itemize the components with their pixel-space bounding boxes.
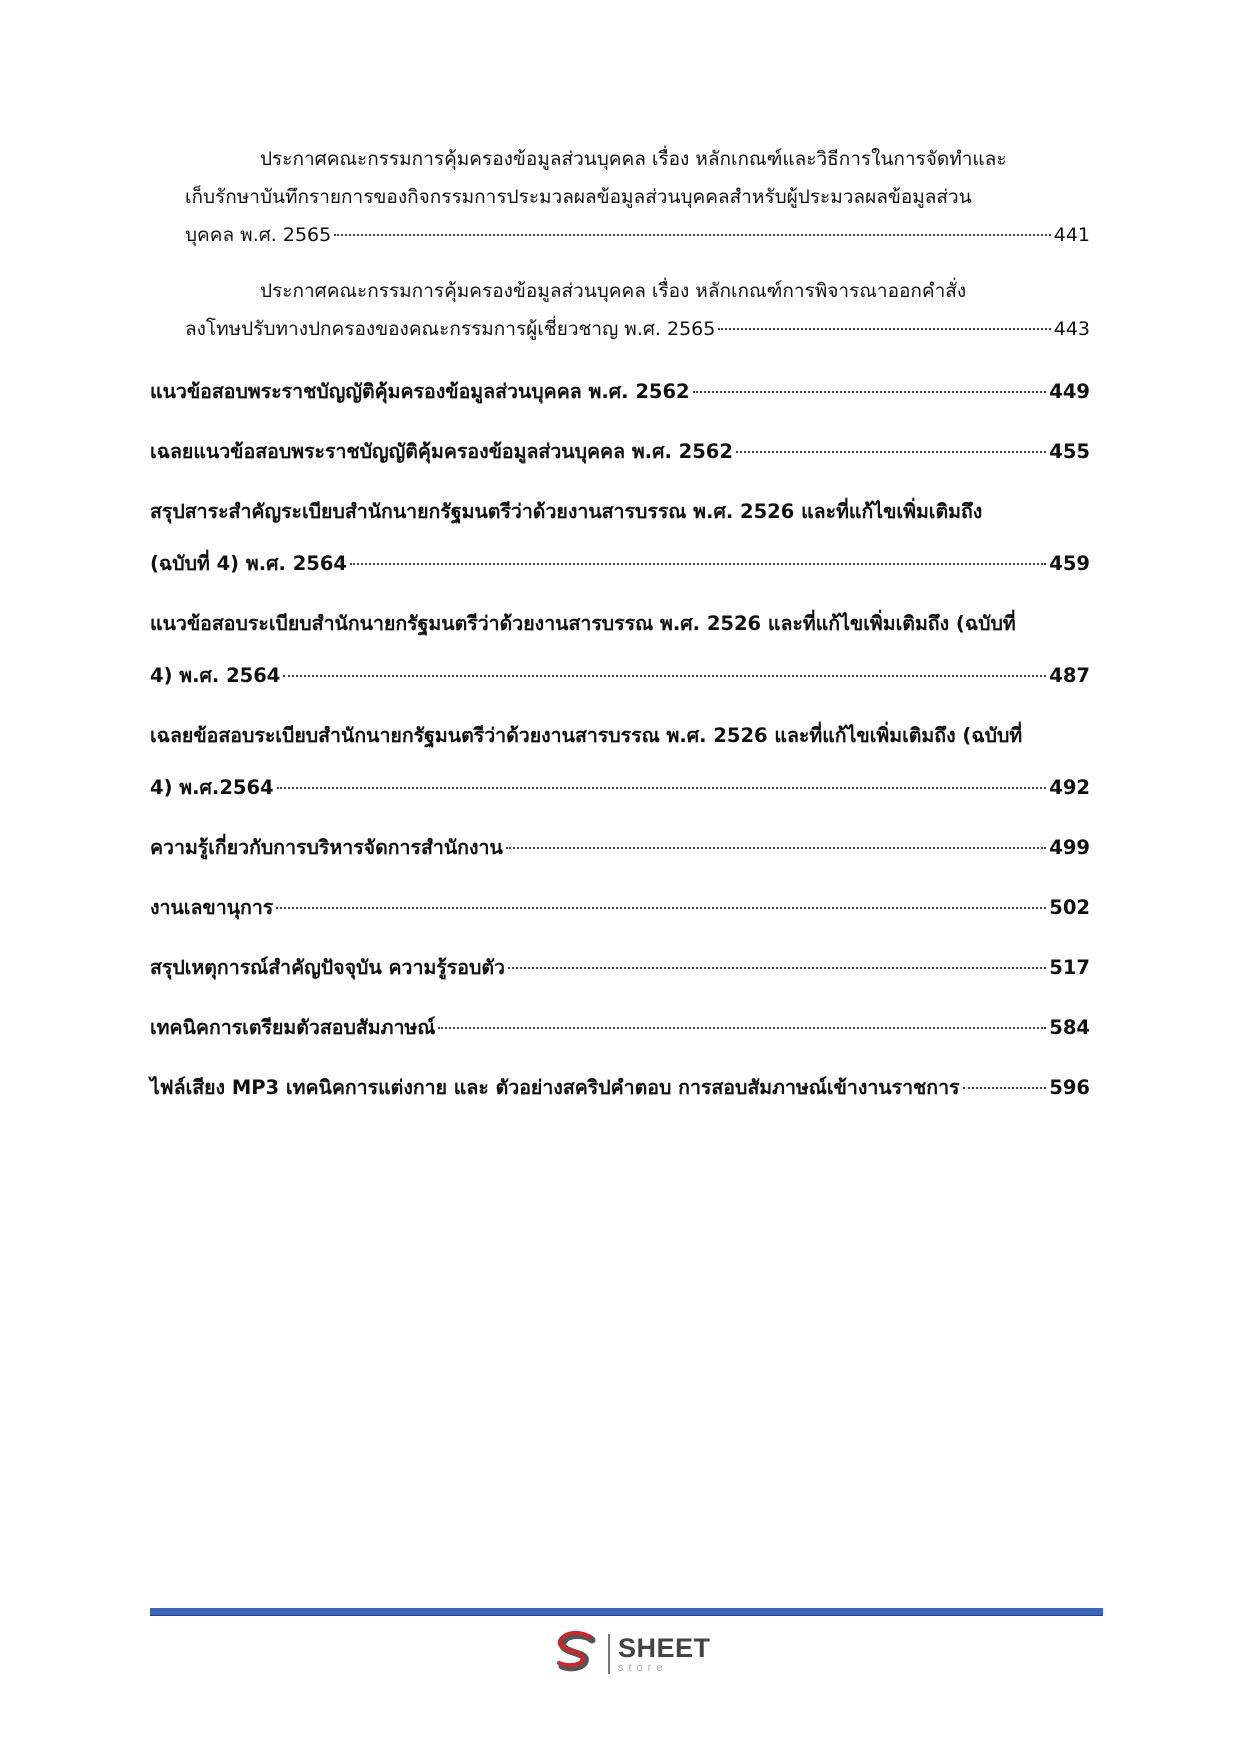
sheet-store-logo-icon [552,1630,602,1678]
toc-entry-last-line [150,822,1090,874]
toc-page-number: 459 [1049,552,1090,575]
toc-entry-last-line [150,216,1090,254]
toc-entry[interactable] [150,882,1090,934]
toc-entry-title-line: สรุปสาระสำคัญระเบียบสำนักนายกรัฐมนตรีว่าด้วยงานสารบรรณ พ.ศ. 2526 และที่แก้ไขเพิ่มเติมถึง [150,500,983,523]
leader-dots [693,391,1047,393]
logo-subword: store [618,1661,668,1674]
toc-entry[interactable] [150,486,1090,590]
toc-page-number: 487 [1049,664,1090,687]
toc-entry-last-line [150,1062,1090,1114]
toc-entry-title-end: 4) พ.ศ.2564 [150,776,274,799]
toc-page-number: 502 [1049,896,1090,919]
toc-page-number: 443 [1053,318,1090,340]
toc-entry-title: งานเลขานุการ [150,896,274,919]
toc-entry-title-end: (ฉบับที่ 4) พ.ศ. 2564 [150,552,347,575]
toc-entry-last-line [150,366,1090,418]
toc-page-number: 596 [1049,1076,1090,1099]
toc-entry-title-line: เก็บรักษาบันทึกรายการของกิจกรรมการประมวลผลข้อมูลส่วนบุคคลสำหรับผู้ประมวลผลข้อมูลส่วน [185,186,972,208]
toc-entry-title-end: 4) พ.ศ. 2564 [150,664,281,687]
toc-entry-last-line [150,882,1090,934]
toc-entry-title-end: บุคคล พ.ศ. 2565 [185,224,332,246]
toc-entry-last-line [150,650,1090,702]
toc-entry-title: ไฟล์เสียง MP3 เทคนิคการแต่งกาย และ ตัวอย่างสคริปคำตอบ การสอบสัมภาษณ์เข้างานราชการ [150,1076,960,1099]
toc-entry-title: เทคนิคการเตรียมตัวสอบสัมภาษณ์ [150,1016,436,1039]
logo-text [618,1632,711,1674]
logo-separator [608,1634,610,1674]
toc-entry-title-end: ลงโทษปรับทางปกครองของคณะกรรมการผู้เชี่ยวชาญ พ.ศ. 2565 [185,318,716,340]
leader-dots [350,563,1046,565]
toc-entry-last-line [150,762,1090,814]
toc-entry-title-line: เฉลยข้อสอบระเบียบสำนักนายกรัฐมนตรีว่าด้วยงานสารบรรณ พ.ศ. 2526 และที่แก้ไขเพิ่มเติมถึง (ฉบับที่ [150,724,1023,747]
toc-entry-last-line [150,1002,1090,1054]
toc-entry-last-line [150,942,1090,994]
toc-page-number: 441 [1053,224,1090,246]
toc-entry-title-line: ประกาศคณะกรรมการคุ้มครองข้อมูลส่วนบุคคล เรื่อง หลักเกณฑ์การพิจารณาออกคำสั่ง [260,280,967,302]
toc-entry-title-line: แนวข้อสอบระเบียบสำนักนายกรัฐมนตรีว่าด้วยงานสารบรรณ พ.ศ. 2526 และที่แก้ไขเพิ่มเติมถึง (ฉบับที่ [150,612,1016,635]
toc-entry[interactable] [150,1002,1090,1054]
leader-dots [736,451,1046,453]
toc-entry[interactable] [150,140,1090,254]
leader-dots [438,1027,1046,1029]
toc-entry[interactable] [150,272,1090,348]
toc-page-number: 449 [1049,380,1090,403]
leader-dots [963,1087,1047,1089]
toc-entry-title: แนวข้อสอบพระราชบัญญัติคุ้มครองข้อมูลส่วนบุคคล พ.ศ. 2562 [150,380,690,403]
leader-dots [334,234,1051,236]
toc-page-number: 455 [1049,440,1090,463]
table-of-contents [150,140,1090,1122]
toc-page-number: 584 [1049,1016,1090,1039]
toc-entry[interactable] [150,710,1090,814]
leader-dots [283,675,1046,677]
toc-entry[interactable] [150,1062,1090,1114]
toc-entry[interactable] [150,598,1090,702]
footer-divider-bar [150,1608,1103,1616]
leader-dots [277,787,1047,789]
leader-dots [506,847,1047,849]
toc-entry-last-line [150,310,1090,348]
toc-page-number: 499 [1049,836,1090,859]
toc-entry-last-line [150,538,1090,590]
toc-entry-title: เฉลยแนวข้อสอบพระราชบัญญัติคุ้มครองข้อมูลส่วนบุคคล พ.ศ. 2562 [150,440,733,463]
toc-page-number: 517 [1049,956,1090,979]
sheet-store-logo [552,1630,711,1678]
toc-entry-title: ความรู้เกี่ยวกับการบริหารจัดการสำนักงาน [150,836,503,859]
toc-entry-title: สรุปเหตุการณ์สำคัญปัจจุบัน ความรู้รอบตัว [150,956,505,979]
leader-dots [508,967,1046,969]
toc-entry[interactable] [150,366,1090,418]
toc-page-number: 492 [1049,776,1090,799]
toc-entry-last-line [150,426,1090,478]
toc-entry[interactable] [150,822,1090,874]
logo-word: SHEET [618,1632,711,1663]
leader-dots [276,907,1046,909]
toc-entry[interactable] [150,942,1090,994]
toc-entry[interactable] [150,426,1090,478]
toc-entry-title-line: ประกาศคณะกรรมการคุ้มครองข้อมูลส่วนบุคคล เรื่อง หลักเกณฑ์และวิธีการในการจัดทำและ [260,148,1007,170]
leader-dots [718,328,1050,330]
